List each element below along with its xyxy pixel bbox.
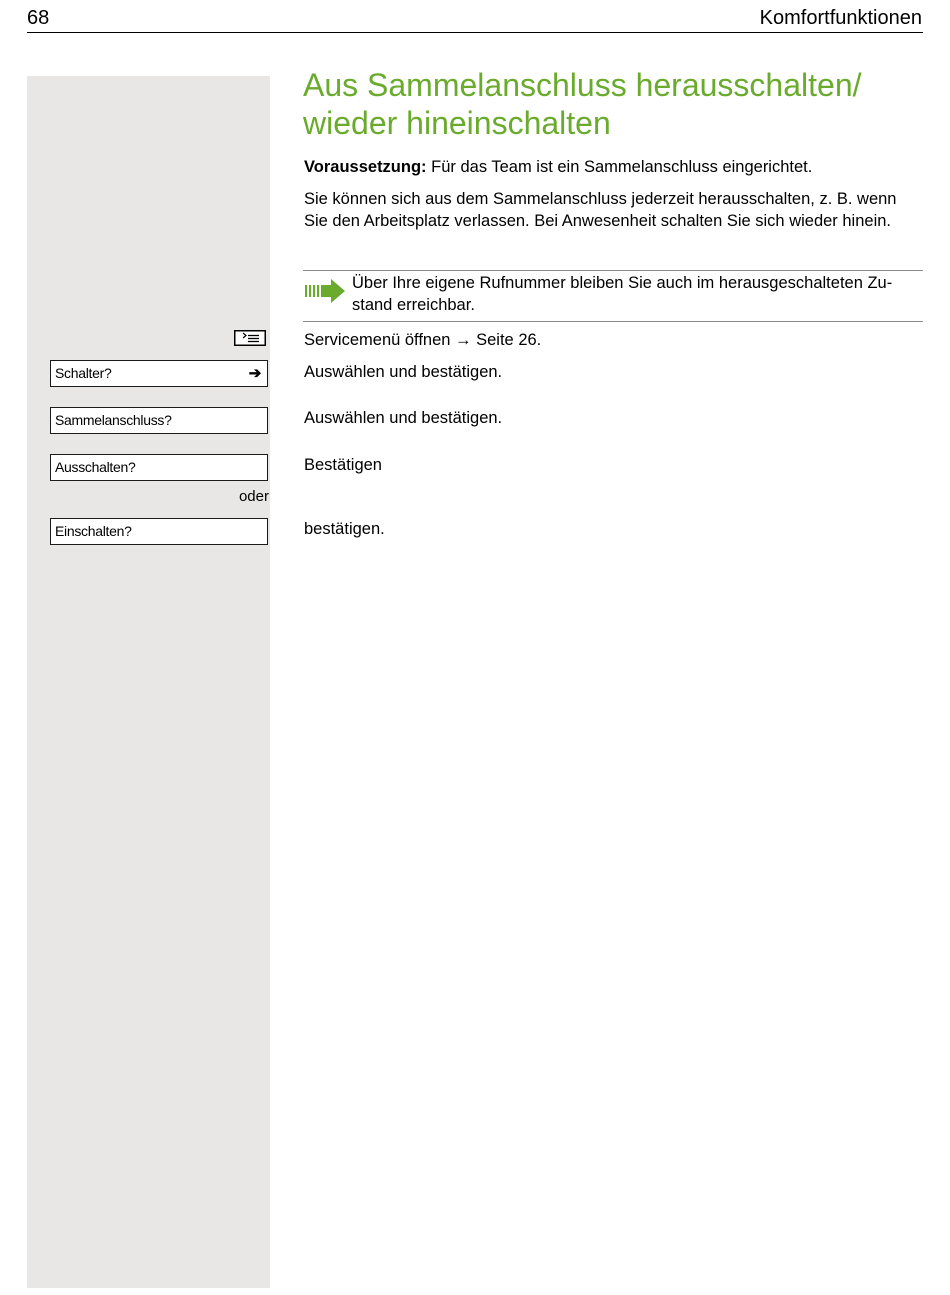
intro-paragraph: Sie können sich aus dem Sammelanschluss jederzeit herausschalten, z. B. wenn Sie den Arbeitsplatz verlassen. Bei Anwesenheit schalten Sie sich wieder hinein.	[304, 190, 897, 230]
arrow-right-icon: ➔	[248, 365, 261, 382]
display-item-einschalten-label: Einschalten?	[55, 523, 132, 539]
note-top-rule	[303, 270, 923, 271]
header-divider	[27, 32, 923, 33]
display-item-sammelanschluss[interactable]	[50, 407, 268, 434]
display-item-ausschalten-label: Ausschalten?	[55, 459, 136, 475]
display-item-einschalten[interactable]	[50, 518, 268, 545]
step-confirm: Bestätigen	[304, 456, 382, 474]
page-title-line-2: wieder hineinschalten	[303, 105, 611, 141]
green-arrow-note-icon	[304, 278, 346, 304]
step-service-menu: Servicemenü öffnen → Seite 26.	[304, 331, 542, 349]
prerequisite	[304, 157, 924, 179]
note-text-line-1: Über Ihre eigene Rufnummer bleiben Sie auch im herausgeschalteten Zu-	[352, 274, 893, 292]
sidebar	[27, 76, 270, 1288]
step-select-confirm-1: Auswählen und bestätigen.	[304, 363, 503, 381]
prerequisite-label: Voraussetzung:	[304, 158, 427, 176]
service-menu-key-icon[interactable]	[234, 330, 266, 346]
note-bottom-rule	[303, 321, 923, 322]
display-item-ausschalten[interactable]	[50, 454, 268, 481]
or-label: oder	[238, 488, 269, 505]
prerequisite-text: Für das Team ist ein Sammelanschluss eingerichtet.	[426, 158, 813, 176]
note-text	[352, 273, 924, 316]
step-select-confirm-2: Auswählen und bestätigen.	[304, 409, 503, 427]
display-item-sammelanschluss-label: Sammelanschluss?	[55, 412, 172, 428]
display-item-schalter-label: Schalter?	[55, 365, 112, 381]
display-item-schalter[interactable]	[50, 360, 268, 387]
page-number: 68	[27, 7, 50, 29]
step-confirm-lower: bestätigen.	[304, 520, 385, 538]
page-title	[303, 66, 923, 142]
chapter-title: Komfortfunktionen	[759, 7, 922, 29]
page-title-line-1: Aus Sammelanschluss herausschalten/	[303, 67, 862, 103]
note-text-line-2: stand erreichbar.	[352, 295, 475, 314]
